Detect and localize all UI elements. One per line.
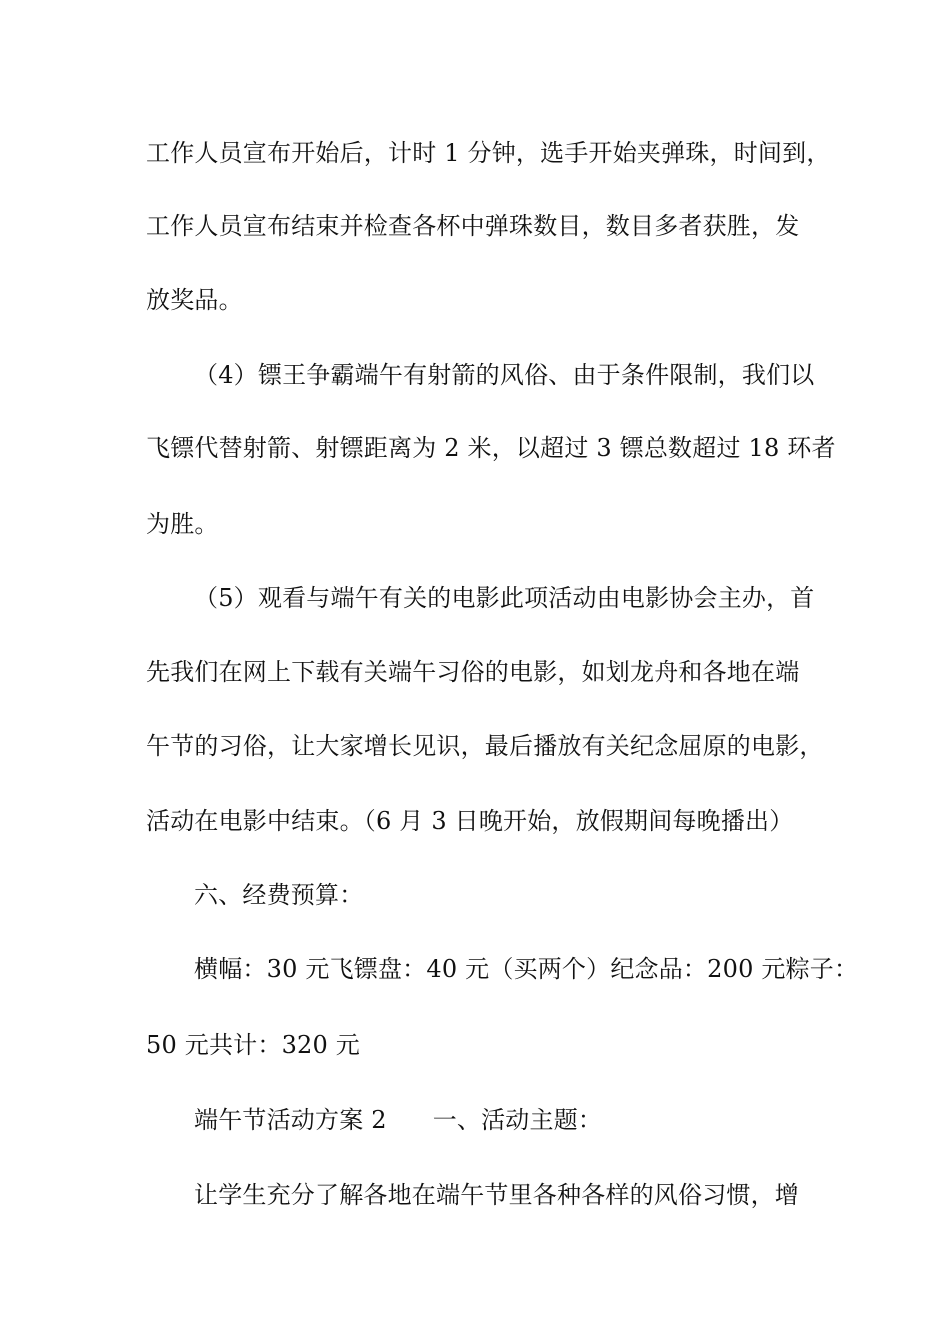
paragraph-line: （4）镖王争霸端午有射箭的风俗、由于条件限制，我们以 [194, 361, 815, 389]
paragraph-line: 飞镖代替射箭、射镖距离为 2 米，以超过 3 镖总数超过 18 环者 [146, 434, 836, 462]
paragraph-line: 50 元共计：320 元 [146, 1031, 361, 1059]
plan-title: 端午节活动方案 2 [194, 1106, 387, 1134]
section-heading: 六、经费预算： [194, 881, 364, 909]
section-heading: 一、活动主题： [432, 1106, 603, 1134]
paragraph-line: 午节的习俗，让大家增长见识，最后播放有关纪念屈原的电影， [146, 732, 824, 760]
paragraph-line: 先我们在网上下载有关端午习俗的电影，如划龙舟和各地在端 [146, 658, 800, 686]
paragraph-line: 工作人员宣布结束并检查各杯中弹珠数目，数目多者获胜，发 [146, 212, 800, 240]
paragraph-line: 活动在电影中结束。（6 月 3 日晚开始，放假期间每晚播出） [146, 807, 794, 835]
paragraph-line: 为胜。 [146, 510, 219, 538]
paragraph-line: 工作人员宣布开始后，计时 1 分钟，选手开始夹弹珠，时间到， [146, 139, 831, 167]
plan-title-line [194, 1104, 894, 1136]
paragraph-line: （5）观看与端午有关的电影此项活动由电影协会主办，首 [194, 584, 815, 612]
paragraph-line: 横幅：30 元飞镖盘：40 元（买两个）纪念品：200 元粽子： [194, 955, 859, 983]
paragraph-line: 让学生充分了解各地在端午节里各种各样的风俗习惯，增 [194, 1181, 799, 1209]
paragraph-line: 放奖品。 [146, 286, 243, 314]
